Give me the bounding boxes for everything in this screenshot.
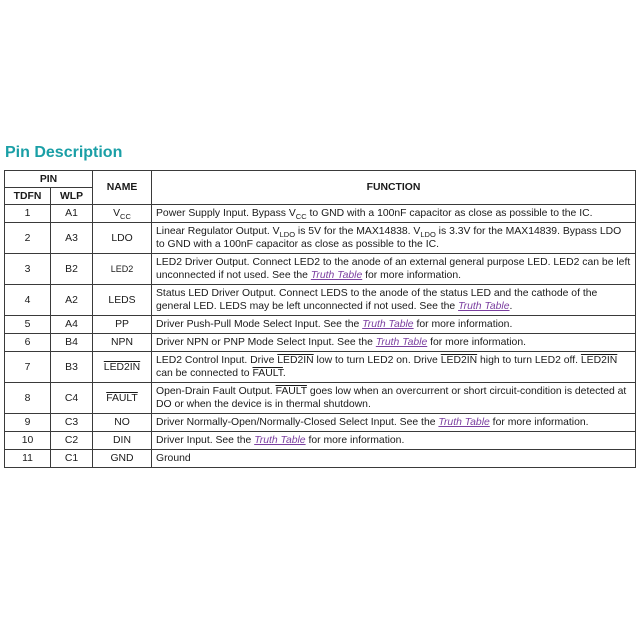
wlp-cell: A4 [51,316,93,334]
tdfn-header: TDFN [5,188,51,205]
pin-name-cell: LED2 [93,254,152,285]
function-cell: LED2 Control Input. Drive LED2IN low to turn LED2 on. Drive LED2IN high to turn LED2 off. LED2IN can be connected to FAULT. [152,352,636,383]
wlp-cell: C2 [51,432,93,450]
table-row [5,254,636,285]
wlp-cell: B4 [51,334,93,352]
pin-name-cell: FAULT [93,383,152,414]
table-row [5,383,636,414]
table-row [5,334,636,352]
function-cell: Status LED Driver Output. Connect LEDS to the anode of the status LED and the cathode of the general LED. LEDS may be left unconnected if not used. See the Truth Table. [152,285,636,316]
function-cell: Driver Normally-Open/Normally-Closed Select Input. See the Truth Table for more information. [152,414,636,432]
table-row [5,352,636,383]
pin-name-cell: LDO [93,223,152,254]
tdfn-cell: 4 [5,285,51,316]
pin-name-cell: LED2IN [93,352,152,383]
pin-name-cell: GND [93,450,152,468]
section-title: Pin Description [5,144,123,161]
pin-header: PIN [5,171,93,188]
wlp-cell: B3 [51,352,93,383]
pin-name-cell: LEDS [93,285,152,316]
tdfn-cell: 11 [5,450,51,468]
function-cell: Driver NPN or PNP Mode Select Input. See the Truth Table for more information. [152,334,636,352]
tdfn-cell: 9 [5,414,51,432]
table-row [5,316,636,334]
tdfn-cell: 5 [5,316,51,334]
function-cell: LED2 Driver Output. Connect LED2 to the anode of an external general purpose LED. LED2 can be left unconnected if not used. See the Truth Table for more information. [152,254,636,285]
function-cell: Power Supply Input. Bypass $V_{CC}$ to GND with a 100nF capacitor as close as possible to the IC. [152,205,636,223]
table-row [5,450,636,468]
truth-table-link[interactable]: Truth Table [458,301,510,312]
truth-table-link[interactable]: Truth Table [362,319,414,330]
function-header: FUNCTION [152,171,636,205]
truth-table-link[interactable]: Truth Table [375,337,428,348]
wlp-cell: B2 [51,254,93,285]
wlp-header: WLP [51,188,93,205]
pin-name-cell: DIN [93,432,152,450]
function-cell: Driver Input. See the Truth Table for more information. [152,432,636,450]
function-cell: Driver Push-Pull Mode Select Input. See the Truth Table for more information. [152,316,636,334]
truth-table-link[interactable]: Truth Table [254,435,306,446]
truth-table-link[interactable]: Truth Table [438,417,490,428]
table-row [5,205,636,223]
tdfn-cell: 8 [5,383,51,414]
table-row [5,285,636,316]
table-row [5,414,636,432]
wlp-cell: A3 [51,223,93,254]
function-cell: Ground [152,450,636,468]
wlp-cell: C3 [51,414,93,432]
function-cell: Linear Regulator Output. $V_{LDO}$ is 5V for the MAX14838. $V_{LDO}$ is 3.3V for the MAX14839. Bypass LDO to GND with a 100nF capacitor as close as possible to the IC. [152,223,636,254]
tdfn-cell: 10 [5,432,51,450]
truth-table-link[interactable]: Truth Table [310,270,363,281]
pin-name-cell: PP [93,316,152,334]
tdfn-cell: 7 [5,352,51,383]
wlp-cell: C1 [51,450,93,468]
pin-name-cell: NPN [93,334,152,352]
pin-name-cell: NO [93,414,152,432]
function-cell: Open-Drain Fault Output. FAULT goes low when an overcurrent or short circuit-condition is detected at DO or when the device is in thermal shutdown. [152,383,636,414]
wlp-cell: A1 [51,205,93,223]
pin-name-cell: $V_{CC}$ [93,205,152,223]
tdfn-cell: 1 [5,205,51,223]
wlp-cell: A2 [51,285,93,316]
tdfn-cell: 3 [5,254,51,285]
name-header: NAME [93,171,152,205]
wlp-cell: C4 [51,383,93,414]
table-row [5,223,636,254]
tdfn-cell: 6 [5,334,51,352]
tdfn-cell: 2 [5,223,51,254]
table-row [5,432,636,450]
pin-description-table [4,170,636,468]
